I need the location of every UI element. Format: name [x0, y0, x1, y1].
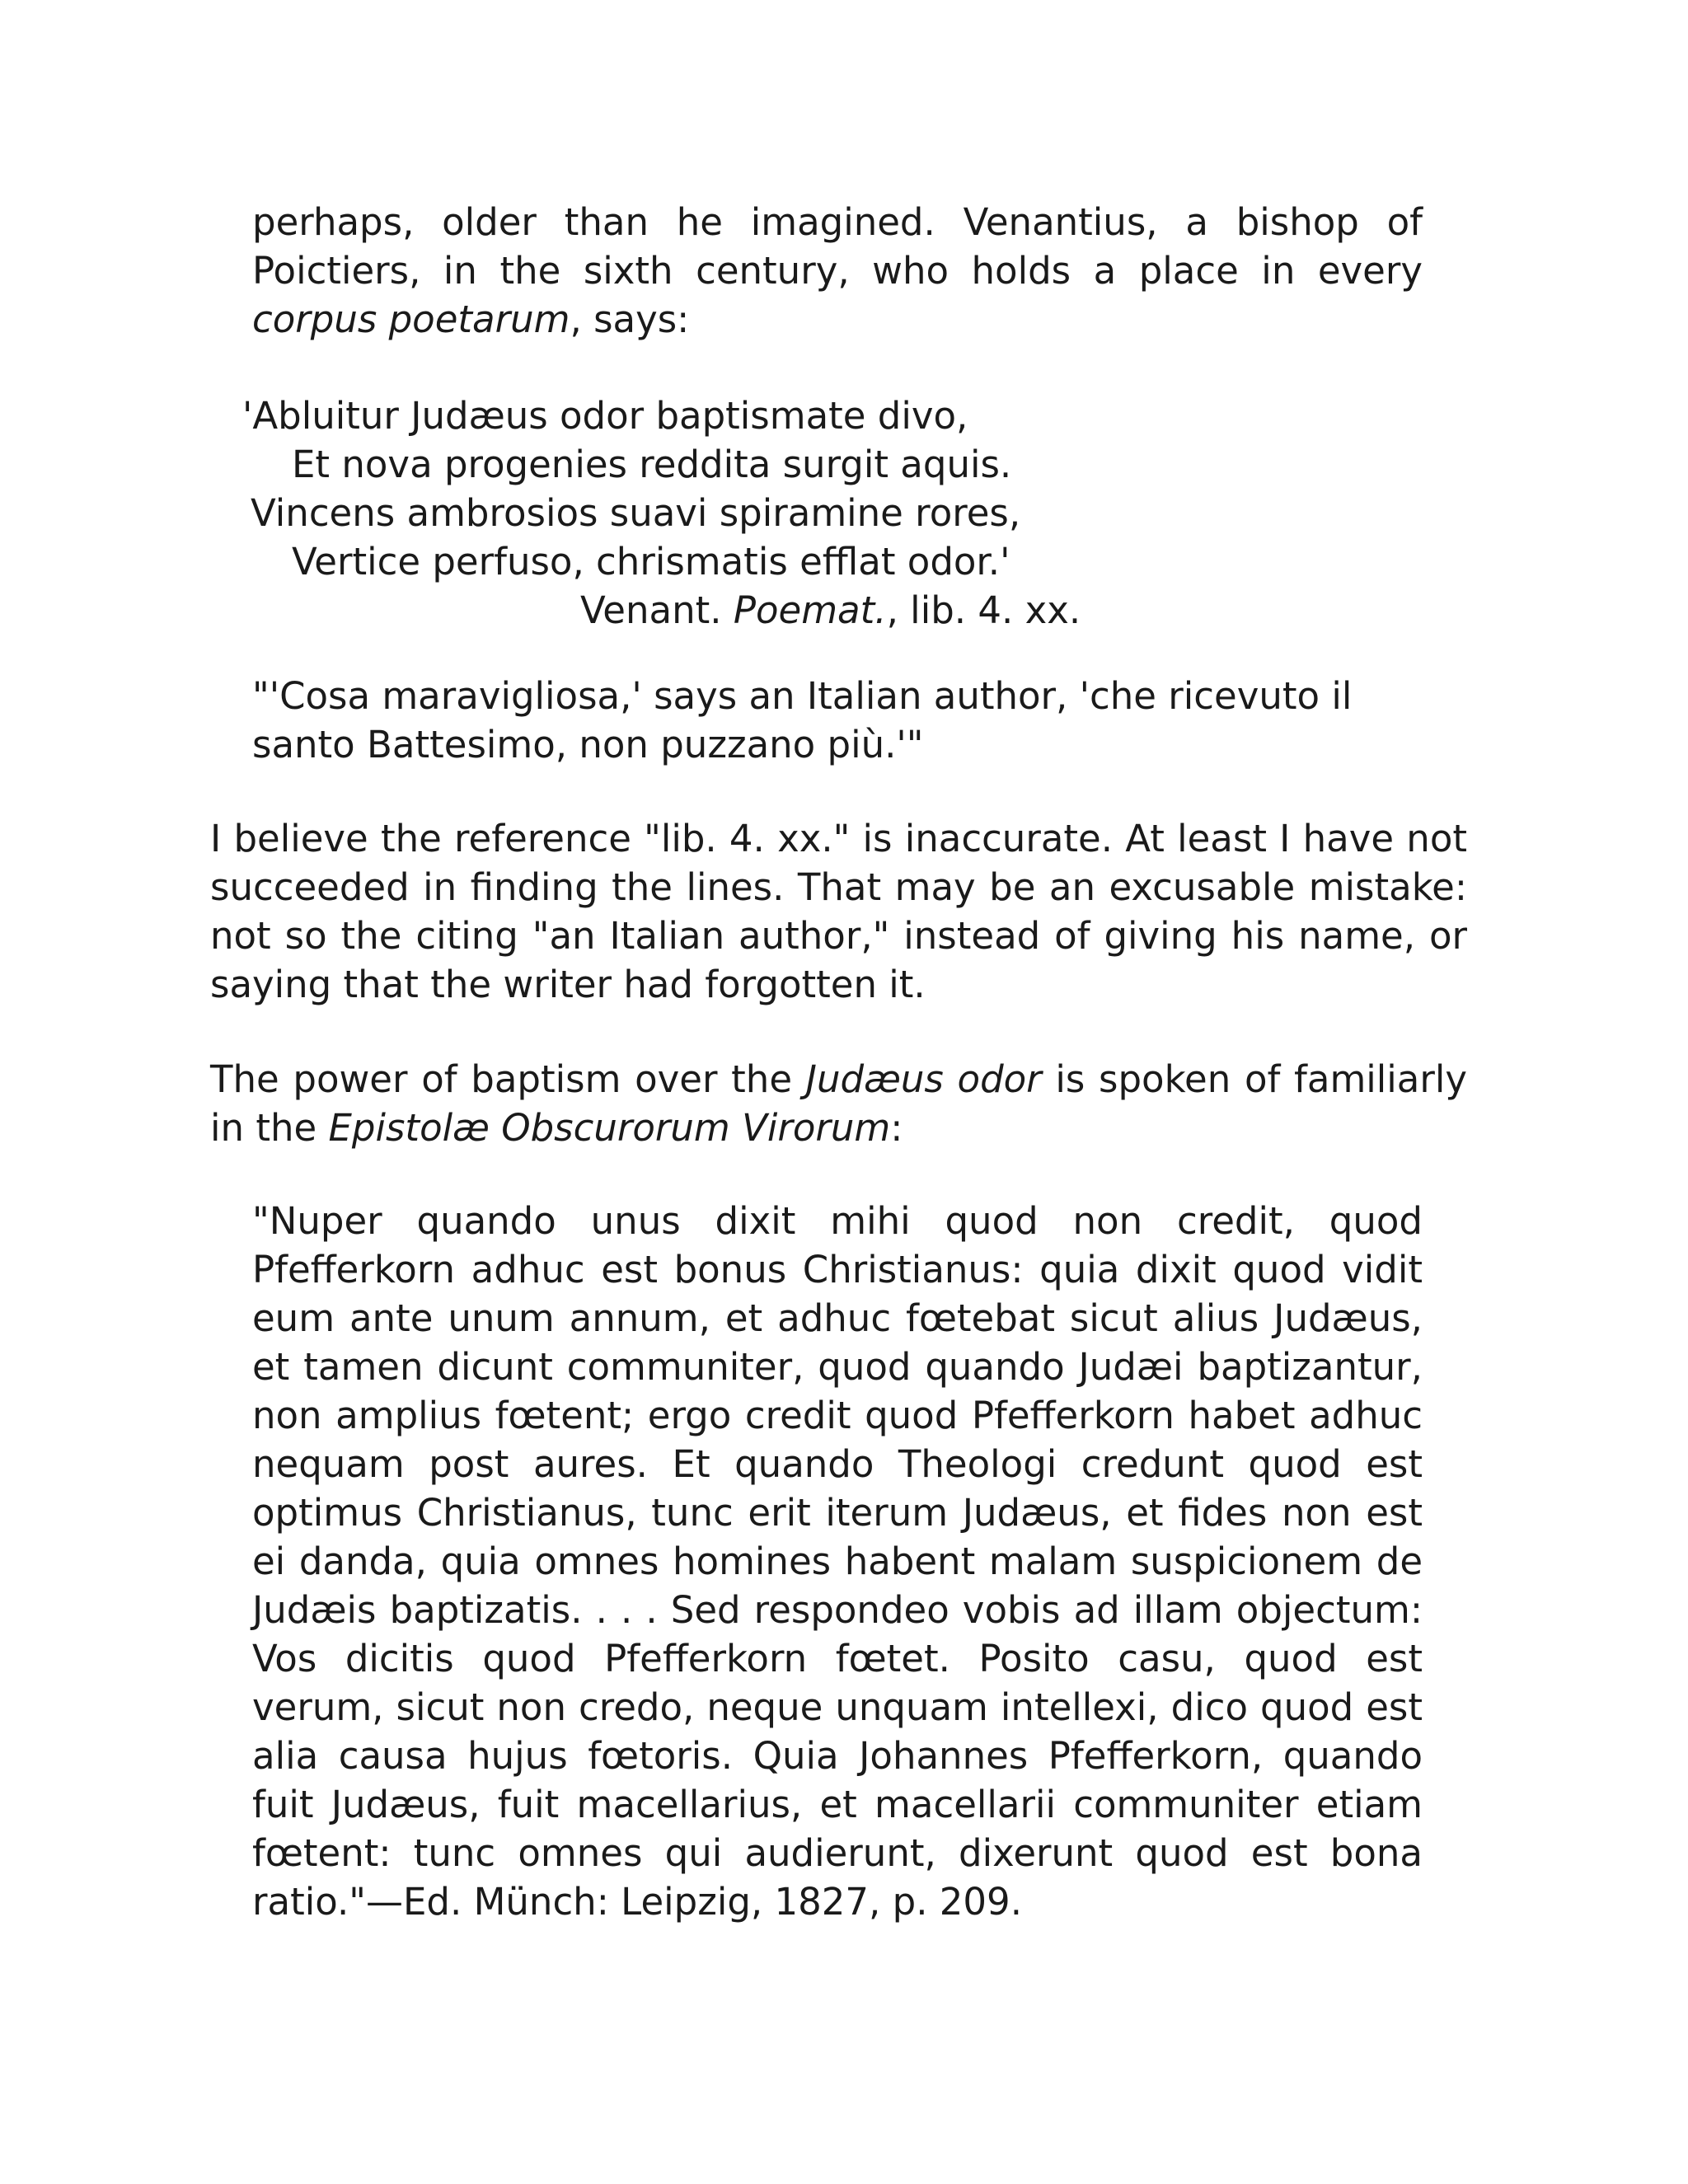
intro-text-end: , says: — [570, 298, 690, 341]
poem-citation-work: Poemat. — [733, 588, 887, 632]
baptism-text-2: is spoken of familiarly in the — [210, 1057, 1467, 1150]
baptism-emphasis-1: Judæus odor — [805, 1057, 1042, 1101]
poem-citation-author: Venant. — [580, 588, 734, 632]
poem-line-2: Et nova progenies reddita surgit aquis. — [292, 443, 1012, 486]
poem-line-4: Vertice perfuso, chrismatis efflat odor.' — [292, 540, 1010, 583]
poem-line-3: Vincens ambrosios suavi spiramine rores, — [251, 491, 1021, 535]
baptism-emphasis-2: Epistolæ Obscurorum Virorum — [328, 1106, 891, 1150]
poem-line-1: 'Abluitur Judæus odor baptismate divo, — [242, 394, 968, 438]
baptism-text-1: The power of baptism over the — [210, 1057, 806, 1101]
baptism-text-3: : — [890, 1106, 903, 1150]
epistolae-quote — [252, 1197, 1423, 1926]
baptism-paragraph — [210, 1055, 1467, 1152]
epistolae-quote-text: "Nuper quando unus dixit mihi quod non credit, quod Pfefferkorn adhuc est bonus Christianus: quia dixit quod vidit eum ante unum annum, et adhuc fœtebat sicut alius Judæus, et tamen dicunt communiter, quod quando Judæi baptizantur, non amplius fœtent; ergo credit quod Pfefferkorn habet adhuc nequam post aures. Et quando Theologi credunt quod est optimus Christianus, tunc erit iterum Judæus, et fides non est ei danda, quia omnes homines habent malam suspicionem de Judæis baptizatis. . . . Sed respondeo vobis ad illam objectum: Vos dicitis quod Pfefferkorn fœtet. Posito casu, quod est verum, sicut non credo, neque unquam intellexi, dico quod est alia causa hujus fœtoris. Quia Johannes Pfefferkorn, quando fuit Judæus, fuit macellarius, et macellarii communiter etiam fœtent: tunc omnes qui audierunt, dixerunt quod est bona ratio."—Ed. Münch: Leipzig, 1827, p. 209. — [252, 1199, 1423, 1924]
reference-paragraph-text: I believe the reference "lib. 4. xx." is inaccurate. At least I have not succeeded in finding the lines. That may be an excusable mistake: not so the citing "an Italian author," instead of giving his name, or saying that the writer had forgotten it. — [210, 817, 1467, 1006]
poem-citation — [242, 586, 1479, 635]
italian-quote-text: "'Cosa maravigliosa,' says an Italian author, 'che ricevuto il santo Battesimo, non puzzano più.'" — [252, 674, 1353, 766]
intro-text: perhaps, older than he imagined. Venantius, a bishop of Poictiers, in the sixth century, who holds a place in every — [252, 200, 1423, 293]
intro-emphasis: corpus poetarum — [252, 298, 570, 341]
reference-paragraph — [210, 814, 1467, 1009]
intro-paragraph — [252, 198, 1423, 344]
poem-quote — [242, 391, 1479, 635]
italian-quote — [252, 672, 1439, 769]
poem-citation-ref: , lib. 4. xx. — [886, 588, 1081, 632]
